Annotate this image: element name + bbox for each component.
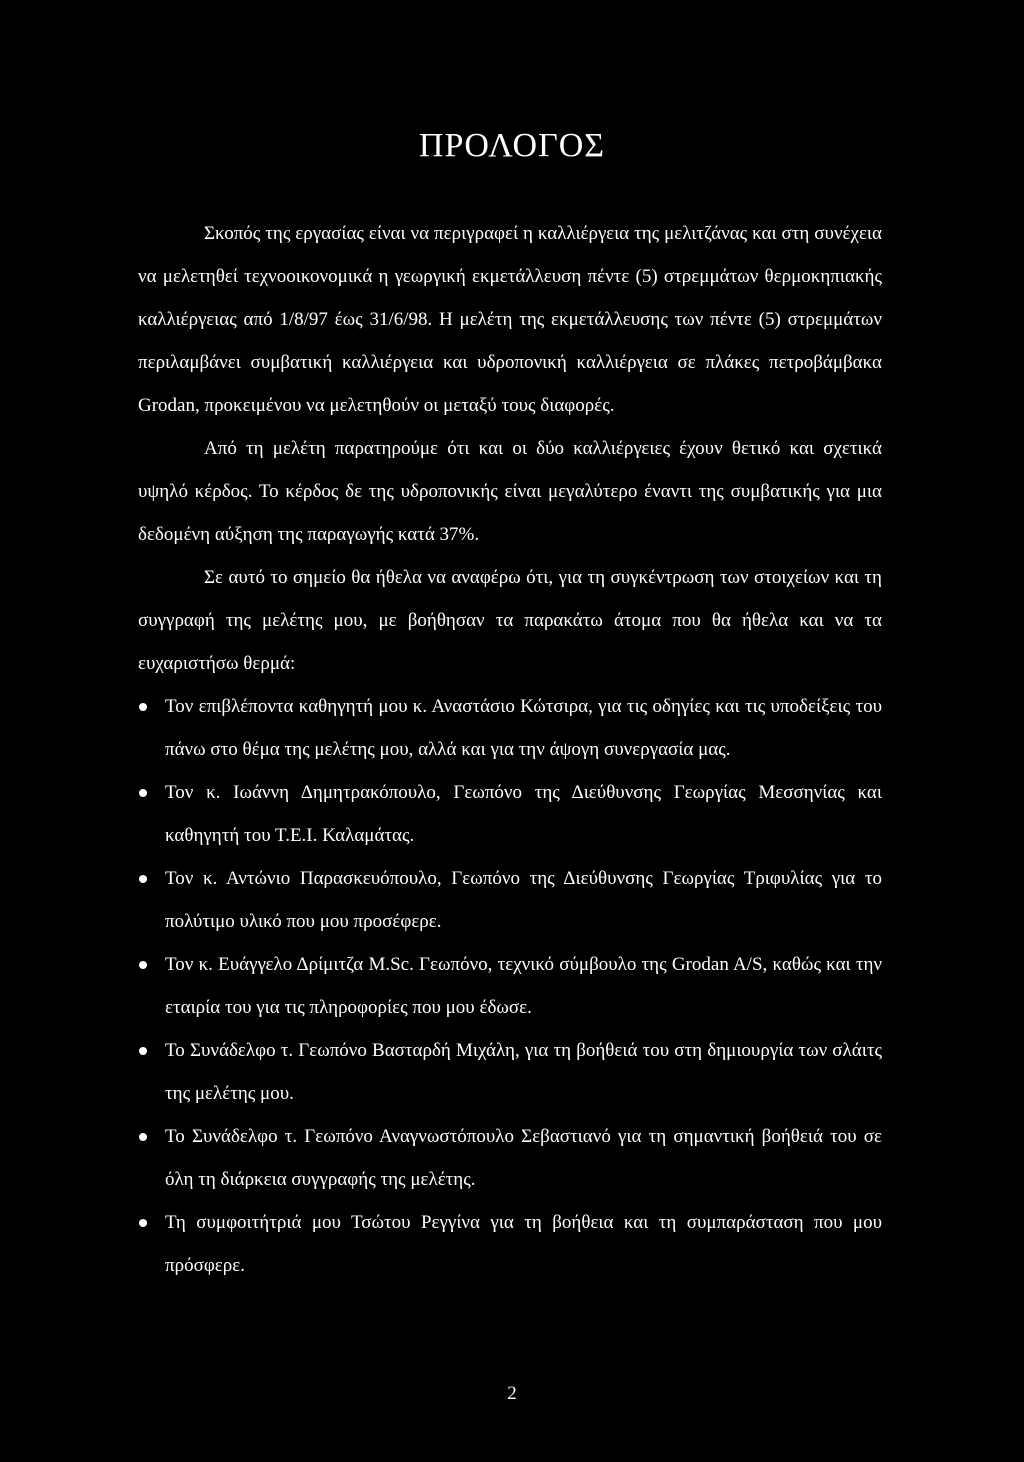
- list-item: [138, 685, 882, 771]
- list-item: [138, 857, 882, 943]
- list-item-text: Τον κ. Αντώνιο Παρασκευόπουλο, Γεωπόνο της Διεύθυνσης Γεωργίας Τριφυλίας για το πολύτιμο υλικό που μου προσέφερε.: [165, 868, 882, 932]
- list-item-text: Τη συμφοιτήτριά μου Τσώτου Ρεγγίνα για τη βοήθεια και τη συμπαράσταση που μου πρόσφερε.: [165, 1212, 882, 1276]
- list-item: [138, 1029, 882, 1115]
- bullet-icon: [139, 961, 147, 969]
- bullet-icon: [139, 1047, 147, 1055]
- bullet-icon: [139, 1133, 147, 1141]
- list-item-text: Το Συνάδελφο τ. Γεωπόνο Αναγνωστόπουλο Σεβαστιανό για τη σημαντική βοήθειά του σε όλη τη διάρκεια συγγραφής της μελέτης.: [165, 1126, 882, 1190]
- bullet-icon: [139, 875, 147, 883]
- list-item-text: Τον επιβλέποντα καθηγητή μου κ. Αναστάσιο Κώτσιρα, για τις οδηγίες και τις υποδείξεις του πάνω στο θέμα της μελέτης μου, αλλά και για την άψογη συνεργασία μας.: [165, 696, 882, 760]
- list-item: [138, 771, 882, 857]
- list-item-text: Τον κ. Ευάγγελο Δρίμιτζα M.Sc. Γεωπόνο, τεχνικό σύμβουλο της Grodan A/S, καθώς και την εταιρία του για τις πληροφορίες που μου έδωσε.: [165, 954, 882, 1018]
- document-body: [138, 212, 882, 1287]
- page-number: 2: [507, 1383, 517, 1404]
- paragraph-thanks-intro: Σε αυτό το σημείο θα ήθελα να αναφέρω ότι, για τη συγκέντρωση των στοιχείων και τη συγγραφή της μελέτης μου, με βοήθησαν τα παρακάτω άτομα που θα ήθελα και να τα ευχαριστήσω θερμά:: [138, 567, 882, 674]
- list-item: [138, 1201, 882, 1287]
- acknowledgements-list: [138, 685, 882, 1287]
- bullet-icon: [139, 703, 147, 711]
- bullet-icon: [139, 789, 147, 797]
- list-item: [138, 1115, 882, 1201]
- list-item: [138, 943, 882, 1029]
- list-item-text: Το Συνάδελφο τ. Γεωπόνο Βασταρδή Μιχάλη, για τη βοήθειά του στη δημιουργία των σλάιτς της μελέτης μου.: [165, 1040, 882, 1104]
- page-title: ΠΡΟΛΟΓΟΣ: [418, 127, 606, 164]
- bullet-icon: [139, 1219, 147, 1227]
- paragraph-findings: Από τη μελέτη παρατηρούμε ότι και οι δύο καλλιέργειες έχουν θετικό και σχετικά υψηλό κέρδος. Το κέρδος δε της υδροπονικής είναι μεγαλύτερο έναντι της συμβατικής για μια δεδομένη αύξηση της παραγωγής κατά 37%.: [138, 438, 882, 545]
- paragraph-purpose: Σκοπός της εργασίας είναι να περιγραφεί η καλλιέργεια της μελιτζάνας και στη συνέχεια να μελετηθεί τεχνοοικονομικά η γεωργική εκμετάλλευση πέντε (5) στρεμμάτων θερμοκηπιακής καλλιέργειας από 1/8/97 έως 31/6/98. Η μελέτη της εκμετάλλευσης των πέντε (5) στρεμμάτων περιλαμβάνει συμβατική καλλιέργεια και υδροπονική καλλιέργεια σε πλάκες πετροβάμβακα Grodan, προκειμένου να μελετηθούν οι μεταξύ τους διαφορές.: [138, 223, 882, 416]
- list-item-text: Τον κ. Ιωάννη Δημητρακόπουλο, Γεωπόνο της Διεύθυνσης Γεωργίας Μεσσηνίας και καθηγητή του Τ.Ε.Ι. Καλαμάτας.: [165, 782, 882, 846]
